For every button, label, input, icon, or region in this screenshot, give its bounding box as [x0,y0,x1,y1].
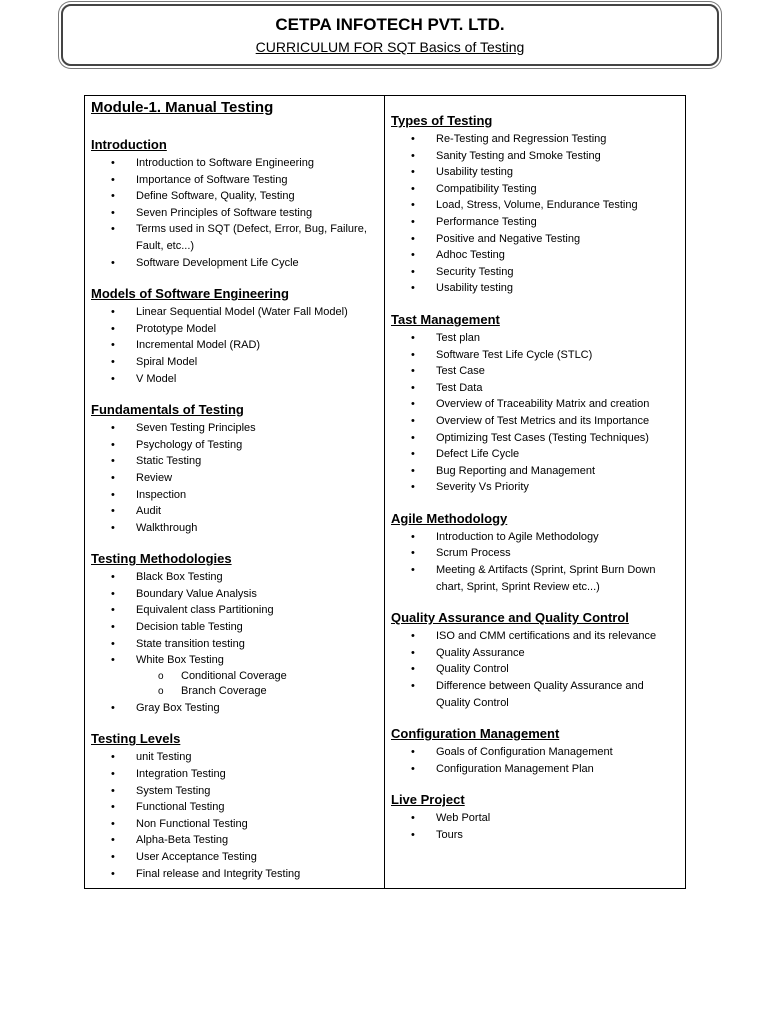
company-name: CETPA INFOTECH PVT. LTD. [275,15,505,34]
item-text: Test Data [436,381,483,394]
bullet-icon: • [411,481,415,494]
bullet-icon: • [411,829,415,841]
bullet-icon: • [111,751,115,764]
item-text: Software Test Life Cycle (STLC) [436,348,593,361]
list-item [391,810,677,827]
item-text: Tours [436,829,463,841]
item-text: Quality Control [436,663,509,676]
list-item [391,761,677,778]
bullet-icon: • [411,365,415,378]
item-text: Security Testing [436,265,514,278]
item-text: Final release and Integrity Testing [136,867,301,880]
bullet-icon: • [111,157,115,169]
bullet-icon: • [111,322,115,335]
item-text: Importance of Software Testing [136,173,288,186]
circle-bullet-icon: o [158,686,164,698]
item-text: Overview of Traceability Matrix and creation [436,398,650,411]
bullet-icon: • [111,438,115,451]
list-item [391,463,677,480]
item-list [391,529,685,595]
sub-item-text: Conditional Coverage [181,669,287,682]
item-list [91,304,384,387]
bullet-icon: • [411,530,415,543]
section-types-of-testing [391,113,685,297]
item-text: Seven Principles of Software testing [136,206,313,219]
item-text: Usability testing [436,166,514,179]
section-title: Quality Assurance and Quality Control [391,610,629,626]
item-text: Load, Stress, Volume, Endurance Testing [436,199,638,212]
right-column [385,96,685,888]
bullet-icon: • [111,621,115,634]
list-item [91,420,376,437]
list-item [91,487,376,504]
section-quality-assurance-and-quality-control [391,610,685,711]
bullet-icon: • [111,306,115,319]
item-text: System Testing [136,784,211,797]
list-item [91,337,376,354]
bullet-icon: • [411,680,415,693]
item-list [91,569,384,716]
item-text: Spiral Model [136,355,198,368]
section-fundamentals-of-testing [91,402,384,536]
list-item [91,354,376,371]
section-title: Types of Testing [391,113,493,128]
bullet-icon: • [111,701,115,714]
bullet-icon: • [111,817,115,830]
section-title: Introduction [91,137,167,152]
bullet-icon: • [411,431,415,444]
item-text: Terms used in SQT (Defect, Error, Bug, Failure, Fault, etc...) [136,223,367,252]
section-introduction [91,137,384,271]
item-text: Linear Sequential Model (Water Fall Model) [136,306,348,319]
bullet-icon: • [411,348,415,361]
item-text: Static Testing [136,455,202,468]
list-item [391,280,677,297]
list-item [391,247,677,264]
item-text: Equivalent class Partitioning [136,604,274,617]
list-item [91,188,376,205]
bullet-icon: • [111,768,115,781]
list-item [91,619,376,636]
list-item [91,172,376,189]
item-text: User Acceptance Testing [136,851,257,863]
list-item [391,181,677,198]
item-text: ISO and CMM certifications and its relevance [436,630,657,643]
list-item [391,430,677,447]
bullet-icon: • [411,215,415,228]
list-item [91,602,376,619]
item-text: V Model [136,372,177,385]
section-title: Models of Software Engineering [91,286,289,302]
bullet-icon: • [111,505,115,518]
item-text: Introduction to Software Engineering [136,157,314,169]
item-text: Seven Testing Principles [136,422,256,435]
item-text: Introduction to Agile Methodology [436,530,599,543]
list-item [391,645,677,662]
bullet-icon: • [411,746,415,759]
list-item [91,155,376,172]
item-text: Walkthrough [136,521,198,534]
item-text: unit Testing [136,751,192,764]
list-item [91,866,376,883]
item-list [91,420,384,536]
section-title: Testing Levels [91,731,181,747]
list-item [391,827,677,844]
item-text: Inspection [136,488,187,501]
list-item [391,148,677,165]
list-item [391,413,677,430]
bullet-icon: • [111,488,115,501]
bullet-icon: • [111,355,115,368]
item-text: Prototype Model [136,322,217,335]
item-list [391,744,685,777]
curriculum-table [84,95,686,889]
bullet-icon: • [111,256,115,269]
item-text: Boundary Value Analysis [136,587,257,600]
list-item [391,529,677,546]
bullet-icon: • [411,166,415,179]
list-item [91,652,376,700]
item-text: Optimizing Test Cases (Testing Techniques) [436,431,649,444]
bullet-icon: • [411,663,415,676]
item-list [391,628,685,711]
bullet-icon: • [111,587,115,600]
bullet-icon: • [411,199,415,212]
item-text: Re-Testing and Regression Testing [436,133,607,145]
list-item [91,437,376,454]
sub-list-item [91,669,376,685]
item-list [91,749,384,882]
section-title: Configuration Management [391,726,560,742]
list-item [91,371,376,388]
bullet-icon: • [411,282,415,295]
section-models-of-software-engineering [91,286,384,387]
item-text: Scrum Process [436,547,511,560]
item-text: Decision table Testing [136,621,243,634]
bullet-icon: • [111,851,115,863]
circle-bullet-icon: o [158,670,164,682]
section-title: Testing Methodologies [91,551,232,567]
document-header [61,4,719,66]
item-text: Overview of Test Metrics and its Importance [436,414,650,427]
list-item [91,304,376,321]
list-item [91,503,376,520]
bullet-icon: • [111,471,115,484]
item-text: Quality Assurance [436,646,525,659]
bullet-icon: • [411,232,415,245]
bullet-icon: • [111,422,115,435]
bullet-icon: • [411,133,415,145]
item-text: Positive and Negative Testing [436,232,581,245]
item-text: Difference between Quality Assurance and Quality Control [436,680,644,709]
bullet-icon: • [111,801,115,814]
list-item [391,197,677,214]
item-text: Adhoc Testing [436,249,505,262]
bullet-icon: • [111,867,115,880]
list-item [91,205,376,222]
item-text: Black Box Testing [136,571,223,584]
list-item [91,832,376,849]
section-tast-management [391,312,685,496]
bullet-icon: • [111,834,115,847]
bullet-icon: • [411,182,415,195]
list-item [391,479,677,496]
list-item [391,396,677,413]
item-text: Bug Reporting and Management [436,464,595,477]
list-item [91,783,376,800]
bullet-icon: • [411,762,415,775]
item-text: Psychology of Testing [136,438,243,451]
bullet-icon: • [411,265,415,278]
bullet-icon: • [411,249,415,262]
item-text: Compatibility Testing [436,182,537,195]
section-title: Agile Methodology [391,510,508,526]
bullet-icon: • [411,398,415,411]
list-item [391,545,677,562]
list-item [91,321,376,338]
list-item [91,470,376,487]
item-text: Gray Box Testing [136,701,220,714]
bullet-icon: • [411,464,415,477]
item-text: Alpha-Beta Testing [136,834,229,847]
item-list [391,131,685,297]
bullet-icon: • [111,571,115,584]
bullet-icon: • [111,339,115,352]
curriculum-title: CURRICULUM FOR SQT Basics of Testing [255,39,525,55]
bullet-icon: • [411,646,415,659]
list-item [91,749,376,766]
item-text: Software Development Life Cycle [136,256,299,269]
list-item [391,164,677,181]
item-text: Goals of Configuration Management [436,746,613,759]
item-text: Configuration Management Plan [436,762,594,775]
item-text: Integration Testing [136,768,226,781]
list-item [391,264,677,281]
list-item [391,661,677,678]
list-item [391,446,677,463]
bullet-icon: • [111,784,115,797]
item-text: Web Portal [436,812,491,825]
bullet-icon: • [111,604,115,617]
list-item [91,569,376,586]
list-item [91,636,376,653]
bullet-icon: • [411,564,415,577]
sub-item-text: Branch Coverage [181,685,267,698]
list-item [391,380,677,397]
list-item [91,799,376,816]
bullet-icon: • [111,190,115,203]
section-testing-levels [91,731,384,882]
list-item [391,744,677,761]
list-item [391,628,677,645]
bullet-icon: • [111,372,115,385]
bullet-icon: • [411,630,415,643]
section-title: Fundamentals of Testing [91,402,244,418]
list-item [391,131,677,148]
list-item [91,520,376,537]
item-list [391,330,685,496]
sub-item-list [91,669,376,700]
item-text: Severity Vs Priority [436,481,529,494]
section-testing-methodologies [91,551,384,716]
bullet-icon: • [411,381,415,394]
bullet-icon: • [411,149,415,162]
list-item [391,347,677,364]
bullet-icon: • [411,331,415,344]
item-text: Incremental Model (RAD) [136,339,261,352]
section-configuration-management [391,726,685,777]
list-item [91,221,376,254]
item-text: Defect Life Cycle [436,448,520,461]
item-text: Usability testing [436,282,514,295]
list-item [391,231,677,248]
list-item [391,214,677,231]
list-item [91,816,376,833]
section-live-project [391,792,685,843]
list-item [91,453,376,470]
item-text: Meeting & Artifacts (Sprint, Sprint Burn Down chart, Sprint, Sprint Review etc...) [436,564,656,593]
list-item [91,766,376,783]
list-item [91,700,376,717]
item-text: Audit [136,505,162,518]
left-column [85,96,385,888]
list-item [391,678,677,711]
item-list [91,155,384,271]
bullet-icon: • [111,223,115,236]
section-title: Live Project [391,792,465,808]
section-title: Tast Management [391,311,500,327]
bullet-icon: • [111,654,115,667]
section-agile-methodology [391,511,685,595]
bullet-icon: • [111,637,115,650]
bullet-icon: • [411,448,415,461]
module-title: Module-1. Manual Testing [91,99,274,116]
item-text: Performance Testing [436,215,537,228]
list-item [391,562,677,595]
item-text: State transition testing [136,637,245,650]
bullet-icon: • [111,206,115,219]
bullet-icon: • [411,414,415,427]
list-item [91,586,376,603]
item-text: Functional Testing [136,801,225,814]
item-text: Test plan [436,331,481,344]
list-item [91,849,376,866]
bullet-icon: • [411,812,415,825]
item-text: Test Case [436,365,485,378]
bullet-icon: • [111,521,115,534]
bullet-icon: • [111,455,115,468]
list-item [91,255,376,272]
bullet-icon: • [111,173,115,186]
list-item [391,363,677,380]
item-text: White Box Testing [136,654,224,667]
bullet-icon: • [411,547,415,560]
item-text: Review [136,471,173,484]
sub-list-item [91,684,376,700]
item-list [391,810,685,843]
item-text: Define Software, Quality, Testing [136,190,295,203]
list-item [391,330,677,347]
item-text: Non Functional Testing [136,817,248,830]
item-text: Sanity Testing and Smoke Testing [436,149,601,162]
